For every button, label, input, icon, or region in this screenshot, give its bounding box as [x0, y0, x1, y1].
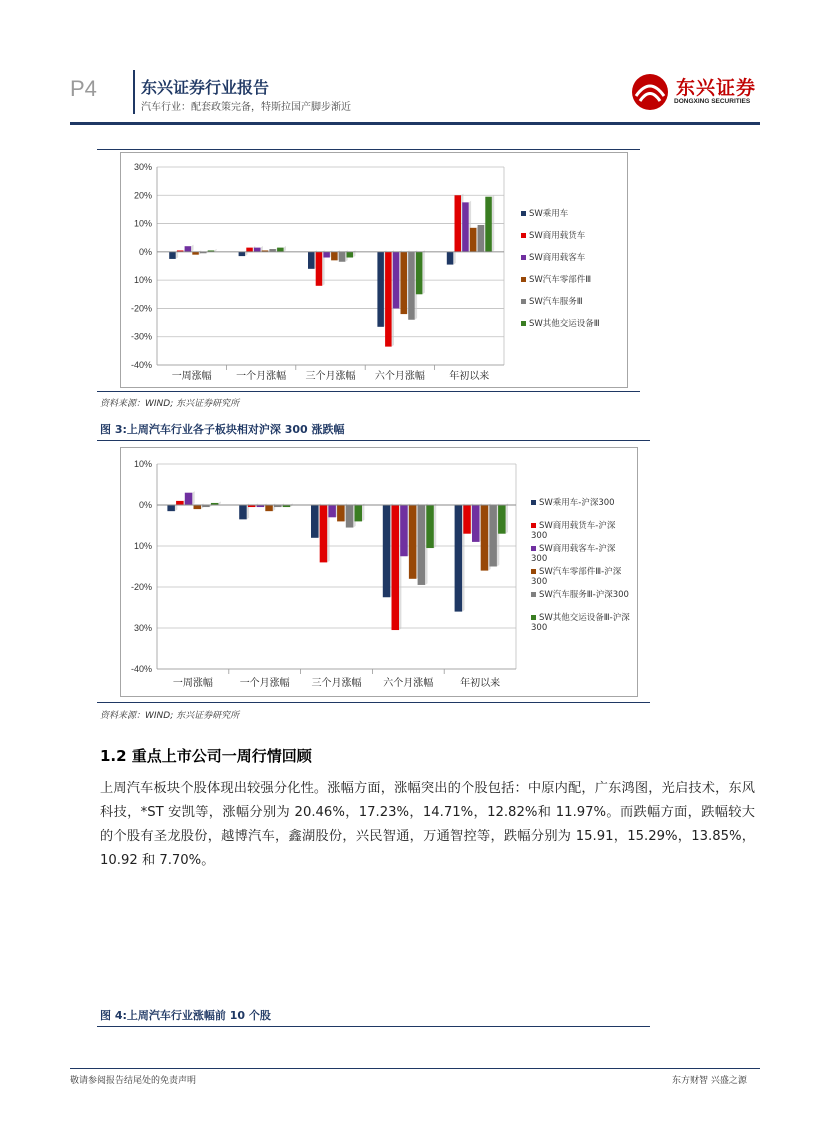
- chart2-bar: [383, 505, 391, 597]
- chart1-bar: [316, 252, 323, 286]
- chart2-category-label: 三个月涨幅: [311, 678, 362, 689]
- chart2-ytick-label: -20%: [130, 582, 152, 592]
- chart2-category-label: 六个月涨幅: [383, 678, 434, 689]
- chart1-bar: [485, 197, 492, 252]
- chart2-bar: [472, 505, 480, 542]
- chart1-category-label: 三个月涨幅: [305, 371, 356, 382]
- chart1-bar: [478, 225, 485, 252]
- chart2-bar: [194, 505, 202, 509]
- figure2-top-rule: [97, 149, 640, 150]
- chart1-legend-label: SW商用载货车: [529, 231, 586, 241]
- chart2-bar: [463, 505, 471, 534]
- chart1-legend-label: SW汽车服务Ⅲ: [529, 297, 583, 307]
- chart1-bar: [254, 248, 261, 252]
- chart2-legend-item: [531, 590, 631, 600]
- chart2-legend-label: SW汽车服务Ⅲ-沪深300: [539, 590, 629, 600]
- chart2-bar: [418, 505, 426, 585]
- chart2-bar-depth: [192, 491, 194, 505]
- figure2-source: 资料来源：WIND; 东兴证券研究所: [100, 399, 240, 409]
- body-paragraph: 上周汽车板块个股体现出较强分化性。涨幅方面，涨幅突出的个股包括：中原内配，广东鸿图，光启技术，东风科技，*ST 安凯等，涨幅分别为 20.46%，17.23%，14.71%，12.82%和 11.97%。而跌幅方面，跌幅较大的个股有圣龙股份，越博汽车，鑫湖股份，兴民智通，万通智控等，跌幅分别为 15.91，15.29%，13.85%，10.92 和 7.70%。: [100, 781, 755, 868]
- chart1-bar: [385, 252, 392, 347]
- report-title: 东兴证券行业报告: [141, 78, 270, 97]
- chart2-bar: [481, 505, 489, 571]
- chart2-legend-swatch: [531, 592, 536, 597]
- chart2-bar: [409, 505, 417, 579]
- chart2-bar: [185, 493, 193, 505]
- chart2-bar: [346, 505, 354, 528]
- chart1-legend-label: SW其他交运设备Ⅲ: [529, 319, 600, 329]
- chart1-ytick-label: -20%: [130, 303, 152, 314]
- chart2-legend-item: [531, 613, 631, 633]
- chart1-legend-label: SW商用载客车: [529, 253, 586, 263]
- chart2-legend-item: [531, 544, 631, 564]
- chart2-ytick-label: 30%: [133, 623, 152, 633]
- footer-slogan: 东方财智 兴盛之源: [672, 1076, 747, 1086]
- chart1-category-label: 六个月涨幅: [374, 371, 425, 382]
- chart1-bar: [331, 252, 338, 260]
- chart2-bar: [455, 505, 463, 612]
- chart1-category-label: 年初以来: [449, 371, 490, 382]
- chart2-legend-swatch: [531, 615, 536, 620]
- chart2-category-label: 一周涨幅: [172, 678, 213, 689]
- chart1-bar: [447, 252, 454, 265]
- chart2-bar: [167, 505, 175, 511]
- chart1-bar: [185, 246, 192, 252]
- chart2-category-label: 一个月涨幅: [239, 678, 290, 689]
- chart2-bar: [320, 505, 328, 562]
- chart1-ytick-label: 20%: [133, 190, 152, 201]
- footer-disclaimer: 敬请参阅报告结尾处的免责声明: [70, 1076, 197, 1086]
- chart1-bar: [401, 252, 408, 314]
- chart2-bar: [337, 505, 345, 521]
- chart-relative-returns: [120, 447, 638, 697]
- figure4-title-rule: [97, 1026, 650, 1027]
- chart2-bar: [328, 505, 336, 517]
- chart1-bar: [408, 252, 415, 320]
- chart1-bar: [416, 252, 423, 294]
- chart2-bar-depth: [218, 501, 220, 505]
- figure4-title: 图 4:上周汽车行业涨幅前 10 个股: [100, 1009, 271, 1022]
- chart1-bar: [308, 252, 315, 269]
- chart2-bar: [176, 501, 184, 505]
- section-heading: 1.2 重点上市公司一周行情回顾: [100, 747, 312, 765]
- chart1-ytick-label: -30%: [130, 331, 152, 342]
- chart1-bar: [455, 195, 462, 252]
- chart2-legend-swatch: [531, 500, 536, 505]
- chart1-legend-swatch: [521, 321, 526, 326]
- chart1-bar-depth: [353, 250, 355, 257]
- chart1-bar: [339, 252, 346, 262]
- chart1-legend-item: [521, 317, 600, 329]
- chart1-bar-depth: [214, 249, 216, 252]
- chart1-ytick-label: 0%: [138, 246, 152, 257]
- chart2-category-label: 年初以来: [460, 678, 501, 689]
- header-divider: [133, 70, 135, 114]
- chart2-bar: [239, 505, 247, 519]
- chart2-bar: [426, 505, 434, 548]
- chart1-bar: [462, 202, 469, 252]
- report-subtitle: 汽车行业：配套政策完备，特斯拉国产脚步渐近: [141, 102, 351, 113]
- chart1-ytick-label: -40%: [130, 360, 152, 370]
- header-rule: [70, 122, 760, 125]
- chart1-legend-item: [521, 229, 585, 241]
- chart1-legend-label: SW乘用车: [529, 209, 569, 219]
- chart1-bar-depth: [422, 250, 424, 294]
- chart2-legend-swatch: [531, 569, 536, 574]
- chart1-legend-label: SW汽车零部件Ⅲ: [529, 275, 592, 285]
- chart1-category-label: 一个月涨幅: [236, 371, 287, 382]
- dongxing-logo-icon: [630, 72, 674, 112]
- chart2-legend-item: [531, 521, 631, 541]
- chart1-ytick-label: 10%: [133, 218, 152, 229]
- figure3-title: 图 3:上周汽车行业各子板块相对沪深 300 涨跌幅: [100, 423, 345, 436]
- chart2-legend-item: [531, 567, 631, 587]
- chart1-legend-item: [521, 251, 585, 263]
- figure3-title-rule: [97, 440, 650, 441]
- chart2-bar-depth: [434, 503, 436, 548]
- chart1-bar: [470, 228, 477, 252]
- chart1-bar: [277, 248, 284, 252]
- chart2-bar: [392, 505, 400, 630]
- chart2-legend-label: SW商用载客车-沪深300: [531, 544, 616, 564]
- logo-text: 东兴证券: [676, 77, 757, 99]
- chart1-bar-depth: [492, 195, 494, 252]
- chart1-legend-item: [521, 295, 583, 307]
- chart2-legend-item: [531, 498, 631, 508]
- chart1-category-label: 一周涨幅: [171, 371, 212, 382]
- chart1-legend-item: [521, 207, 568, 219]
- chart1-bar-depth: [191, 245, 193, 252]
- chart-sector-returns: [120, 152, 628, 388]
- logo-english-text: DONGXING SECURITIES: [674, 98, 751, 105]
- chart1-bar: [393, 252, 400, 309]
- chart1-bar-depth: [284, 246, 286, 252]
- chart1-bar: [323, 252, 330, 258]
- chart1-legend-swatch: [521, 299, 526, 304]
- chart1-legend-swatch: [521, 255, 526, 260]
- chart2-legend-label: SW商用载货车-沪深300: [531, 521, 616, 541]
- chart1-bar: [239, 252, 246, 256]
- chart2-bar: [489, 505, 497, 567]
- figure3-bottom-rule: [97, 702, 650, 703]
- chart2-ytick-label: 0%: [138, 500, 152, 510]
- chart2-legend-swatch: [531, 523, 536, 528]
- chart1-legend-item: [521, 273, 591, 285]
- chart-sector-returns-plot: [121, 153, 627, 387]
- chart2-bar: [311, 505, 319, 538]
- chart2-ytick-label: 10%: [133, 541, 152, 551]
- chart2-bar: [498, 505, 506, 534]
- chart2-bar-depth: [506, 503, 508, 533]
- chart1-legend-swatch: [521, 211, 526, 216]
- chart1-bar: [246, 248, 253, 252]
- figure3-source: 资料来源：WIND; 东兴证券研究所: [100, 711, 240, 721]
- chart2-bar: [400, 505, 408, 556]
- chart1-bar-depth: [453, 250, 455, 264]
- chart2-legend-label: SW乘用车-沪深300: [539, 498, 615, 508]
- chart1-legend-swatch: [521, 233, 526, 238]
- chart2-ytick-label: -40%: [130, 664, 152, 674]
- chart1-legend-swatch: [521, 277, 526, 282]
- chart2-ytick-label: 10%: [133, 459, 152, 469]
- chart1-bar: [169, 252, 176, 259]
- figure2-bottom-rule: [97, 391, 640, 392]
- chart2-legend-label: SW其他交运设备Ⅲ-沪深300: [531, 613, 630, 633]
- chart2-bar-depth: [362, 503, 364, 521]
- footer-rule: [70, 1068, 760, 1069]
- chart2-legend-label: SW汽车零部件Ⅲ-沪深300: [531, 567, 622, 587]
- chart2-legend-swatch: [531, 546, 536, 551]
- chart1-ytick-label: 30%: [133, 162, 152, 172]
- chart2-bar: [265, 505, 273, 511]
- page-number: P4: [70, 76, 97, 101]
- chart2-bar: [355, 505, 363, 521]
- chart1-ytick-label: 10%: [133, 275, 152, 286]
- chart1-bar: [377, 252, 384, 327]
- chart1-bar: [347, 252, 354, 258]
